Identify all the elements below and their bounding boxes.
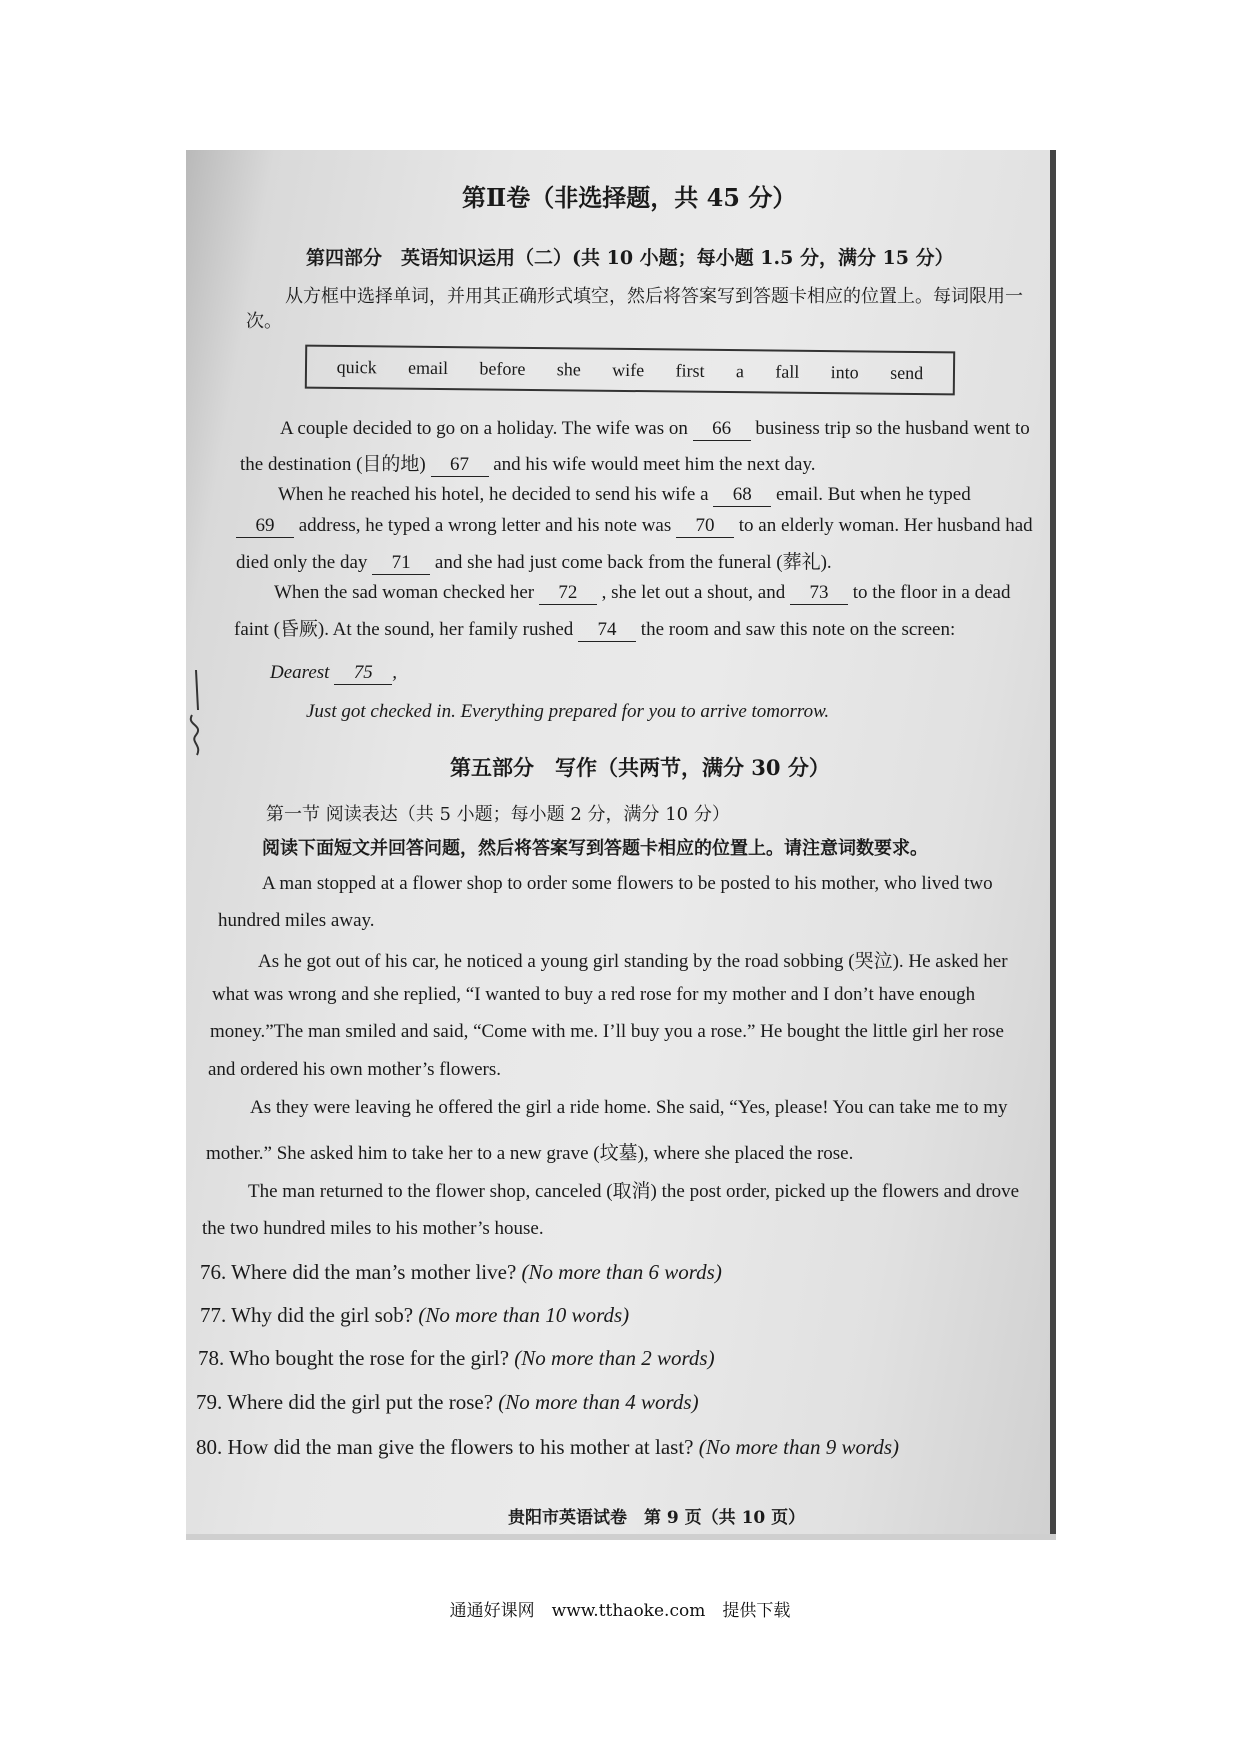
- cloze-line: [240, 449, 815, 477]
- word-box-item: wife: [612, 359, 645, 380]
- pen-mark-icon: [186, 670, 212, 760]
- question-text: 76. Where did the man’s mother live?: [200, 1260, 517, 1284]
- cloze-text: the room and saw this note on the screen:: [640, 619, 956, 640]
- cloze-line: [280, 418, 1030, 441]
- question-text: 77. Why did the girl sob?: [200, 1303, 414, 1327]
- blank-72: 72: [539, 583, 597, 605]
- part5-subheading: 第一节 阅读表达（共 5 小题；每小题 2 分，满分 10 分）: [266, 804, 730, 825]
- passage-line: money.”The man smiled and said, “Come with me. I’ll buy you a rose.” He bought the little girl her rose: [210, 1021, 1004, 1042]
- cloze-text: A couple decided to go on a holiday. The wife was on: [280, 418, 688, 439]
- word-limit-hint: (No more than 9 words): [698, 1435, 900, 1459]
- cloze-text: When he reached his hotel, he decided to send his wife a: [278, 484, 709, 505]
- note-body: Just got checked in. Everything prepared for you to arrive tomorrow.: [306, 701, 830, 722]
- cloze-line: [234, 614, 955, 642]
- passage-line: As he got out of his car, he noticed a young girl standing by the road sobbing (哭泣). He asked her: [258, 951, 1008, 972]
- blank-75: 75: [334, 663, 392, 685]
- blank-68: 68: [713, 485, 771, 507]
- word-box-item: into: [830, 361, 859, 382]
- blank-70: 70: [676, 516, 734, 538]
- passage-line: what was wrong and she replied, “I wanted to buy a red rose for my mother and I don’t have enough: [212, 984, 976, 1005]
- word-limit-hint: (No more than 2 words): [514, 1346, 715, 1370]
- passage-line: hundred miles away.: [218, 910, 375, 931]
- part4-instruction-line2: 次。: [246, 311, 282, 332]
- cloze-text: and she had just come back from the funeral (葬礼).: [434, 552, 832, 573]
- cloze-text: to the floor in a dead: [852, 582, 1011, 603]
- word-box: [305, 345, 955, 396]
- page-bottom-edge: [186, 1534, 1056, 1540]
- passage-line: the two hundred miles to his mother’s house.: [202, 1218, 544, 1239]
- download-credit: 通通好课网 www.tthaoke.com 提供下载: [449, 1601, 791, 1621]
- question-78: [198, 1346, 715, 1371]
- word-limit-hint: (No more than 4 words): [498, 1390, 699, 1414]
- word-box-item: send: [890, 362, 924, 383]
- word-box-item: before: [479, 357, 526, 379]
- word-limit-hint: (No more than 10 words): [418, 1303, 630, 1327]
- blank-71: 71: [372, 553, 430, 575]
- blank-66: 66: [693, 419, 751, 441]
- cloze-text: died only the day: [236, 552, 368, 573]
- blank-67: 67: [431, 455, 489, 477]
- cloze-text: faint (昏厥). At the sound, her family rushed: [234, 619, 574, 640]
- part5-heading: 第五部分 写作（共两节，满分 30 分）: [450, 755, 830, 780]
- passage-line: The man returned to the flower shop, canceled (取消) the post order, picked up the flowers and drove: [248, 1181, 1020, 1202]
- page-footer: 贵阳市英语试卷 第 9 页（共 10 页）: [508, 1508, 806, 1528]
- passage-line: and ordered his own mother’s flowers.: [208, 1059, 502, 1080]
- word-box-item: fall: [775, 361, 800, 382]
- question-79: [196, 1390, 699, 1415]
- cloze-line: [278, 484, 971, 507]
- cloze-text: email. But when he typed: [776, 484, 971, 505]
- word-box-item: a: [735, 360, 745, 381]
- question-text: 79. Where did the girl put the rose?: [196, 1390, 494, 1414]
- page-edge-shadow: [1050, 150, 1056, 1540]
- blank-69: 69: [236, 516, 294, 538]
- word-limit-hint: (No more than 6 words): [521, 1260, 722, 1284]
- cloze-text: the destination (目的地): [240, 454, 426, 475]
- paper-title: 第Ⅱ卷（非选择题，共 45 分）: [462, 183, 797, 212]
- cloze-text: address, he typed a wrong letter and his note was: [298, 515, 672, 536]
- cloze-text: , she let out a shout, and: [601, 582, 786, 603]
- word-box-item: she: [556, 358, 581, 379]
- question-77: [200, 1303, 629, 1328]
- blank-74: 74: [578, 620, 636, 642]
- cloze-text: When the sad woman checked her: [274, 582, 535, 603]
- word-box-item: first: [675, 359, 705, 381]
- word-box-item: email: [407, 357, 449, 378]
- cloze-text: business trip so the husband went to: [755, 418, 1030, 439]
- cloze-line: [236, 547, 832, 575]
- cloze-line: [274, 582, 1011, 605]
- blank-73: 73: [790, 583, 848, 605]
- part4-instruction-line1: 从方框中选择单词，并用其正确形式填空，然后将答案写到答题卡相应的位置上。每词限用一: [285, 286, 1023, 307]
- word-box-item: quick: [336, 356, 377, 377]
- part4-heading: 第四部分 英语知识运用（二）(共 10 小题；每小题 1.5 分，满分 15 分）: [306, 247, 954, 269]
- part5-instruction: 阅读下面短文并回答问题，然后将答案写到答题卡相应的位置上。请注意词数要求。: [262, 838, 928, 859]
- note-comma: ,: [392, 662, 397, 683]
- passage-line: As they were leaving he offered the girl a ride home. She said, “Yes, please! You can take me to my: [250, 1097, 1008, 1118]
- question-text: 78. Who bought the rose for the girl?: [198, 1346, 510, 1370]
- note-salutation: [270, 662, 397, 685]
- passage-line: A man stopped at a flower shop to order some flowers to be posted to his mother, who lived two: [262, 873, 993, 894]
- cloze-text: and his wife would meet him the next day.: [493, 454, 816, 475]
- question-80: [196, 1435, 899, 1460]
- passage-line: mother.” She asked him to take her to a new grave (坟墓), where she placed the rose.: [206, 1143, 854, 1164]
- cloze-text: to an elderly woman. Her husband had: [738, 515, 1033, 536]
- note-text: Dearest: [270, 662, 330, 683]
- question-text: 80. How did the man give the flowers to his mother at last?: [196, 1435, 694, 1459]
- question-76: [200, 1260, 722, 1285]
- cloze-line: [236, 515, 1033, 538]
